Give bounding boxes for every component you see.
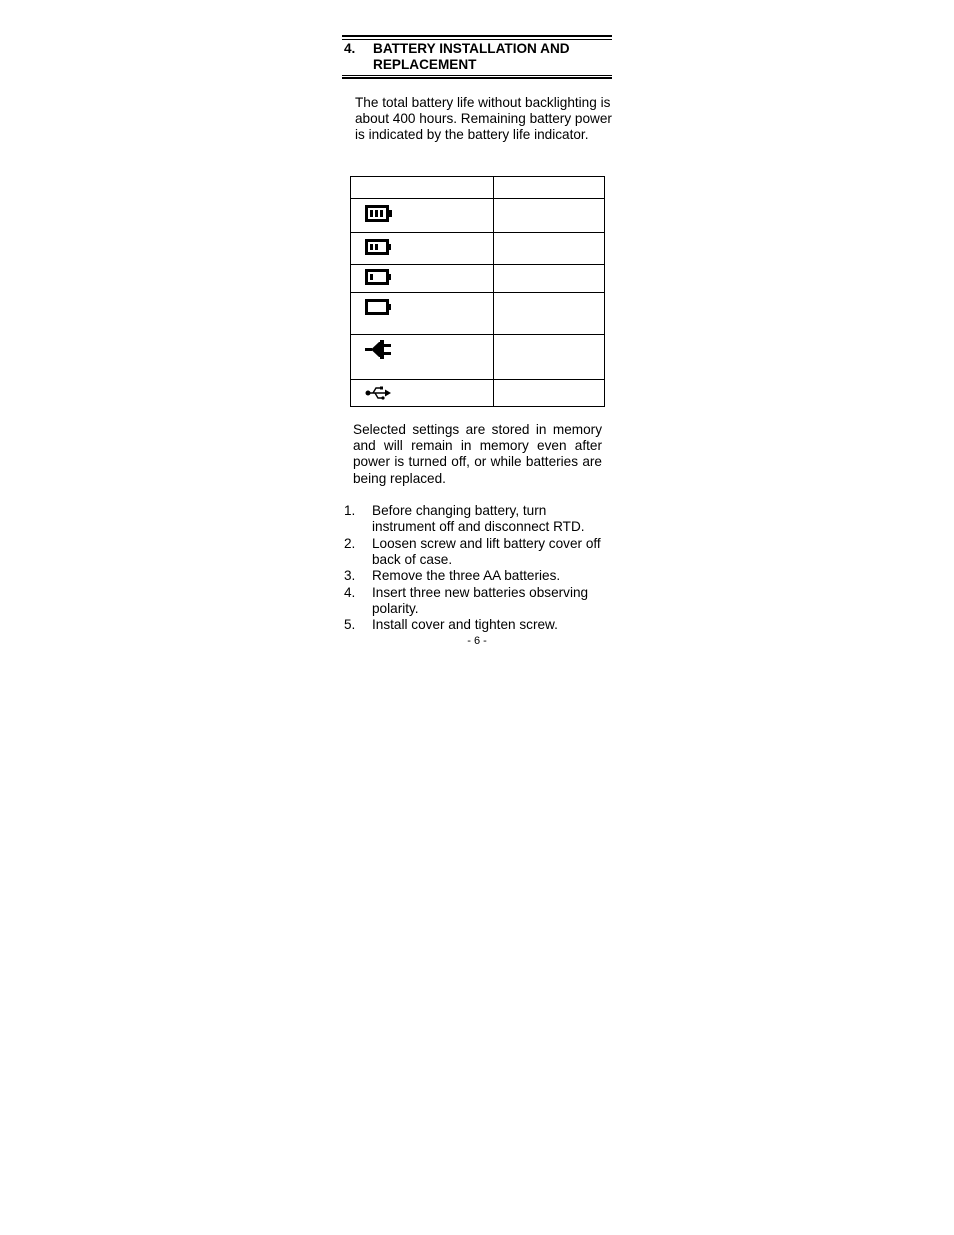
step-text: Remove the three AA batteries. bbox=[372, 568, 561, 584]
list-item bbox=[344, 503, 612, 535]
table-row bbox=[351, 265, 605, 293]
power-plug-icon bbox=[365, 338, 393, 362]
table-cell-description bbox=[494, 233, 605, 265]
step-number: 5. bbox=[344, 617, 356, 633]
step-text: Insert three new batteries observing polarity. bbox=[372, 584, 589, 616]
table-cell-description bbox=[494, 335, 605, 380]
memory-note-paragraph: Selected settings are stored in memory and will remain in memory even after power is turned off, or while batteries are being replaced. bbox=[353, 422, 602, 486]
battery-full-icon bbox=[365, 205, 393, 222]
table-cell-description bbox=[494, 199, 605, 233]
list-item bbox=[344, 617, 612, 633]
step-text: Before changing battery, turn instrument off and disconnect RTD. bbox=[372, 503, 585, 535]
page-number: - 6 - bbox=[467, 635, 487, 647]
table-row bbox=[351, 380, 605, 407]
battery-two-thirds-icon bbox=[365, 239, 393, 256]
bottom-rule-thin bbox=[342, 75, 612, 76]
table-cell-description bbox=[494, 293, 605, 335]
list-item bbox=[344, 585, 612, 617]
table-header-row bbox=[351, 177, 605, 199]
list-item bbox=[344, 568, 612, 584]
step-text: Loosen screw and lift battery cover off back of case. bbox=[372, 535, 601, 567]
table-row bbox=[351, 293, 605, 335]
battery-one-third-icon bbox=[365, 269, 393, 286]
section-number: 4. bbox=[344, 41, 356, 56]
table-header-cell bbox=[494, 177, 605, 199]
section-title: BATTERY INSTALLATION AND REPLACEMENT bbox=[373, 41, 570, 72]
battery-empty-icon bbox=[365, 299, 393, 316]
bottom-rule-thick bbox=[342, 77, 612, 79]
intro-paragraph: The total battery life without backlighting is about 400 hours. Remaining battery power is indicated by the battery life indicator. bbox=[355, 95, 612, 143]
top-rule-thick bbox=[342, 35, 612, 37]
usb-icon bbox=[365, 384, 393, 401]
table-cell-description bbox=[494, 380, 605, 407]
replacement-steps-list bbox=[344, 503, 612, 634]
list-item bbox=[344, 536, 612, 568]
table-row bbox=[351, 335, 605, 380]
step-number: 4. bbox=[344, 584, 356, 600]
table-row bbox=[351, 199, 605, 233]
step-number: 2. bbox=[344, 535, 356, 551]
battery-indicator-table bbox=[350, 176, 605, 407]
table-header-cell bbox=[351, 177, 494, 199]
table-cell-description bbox=[494, 265, 605, 293]
top-rule-thin bbox=[342, 39, 612, 40]
step-number: 3. bbox=[344, 568, 356, 584]
table-row bbox=[351, 233, 605, 265]
step-text: Install cover and tighten screw. bbox=[372, 617, 558, 633]
step-number: 1. bbox=[344, 503, 356, 518]
